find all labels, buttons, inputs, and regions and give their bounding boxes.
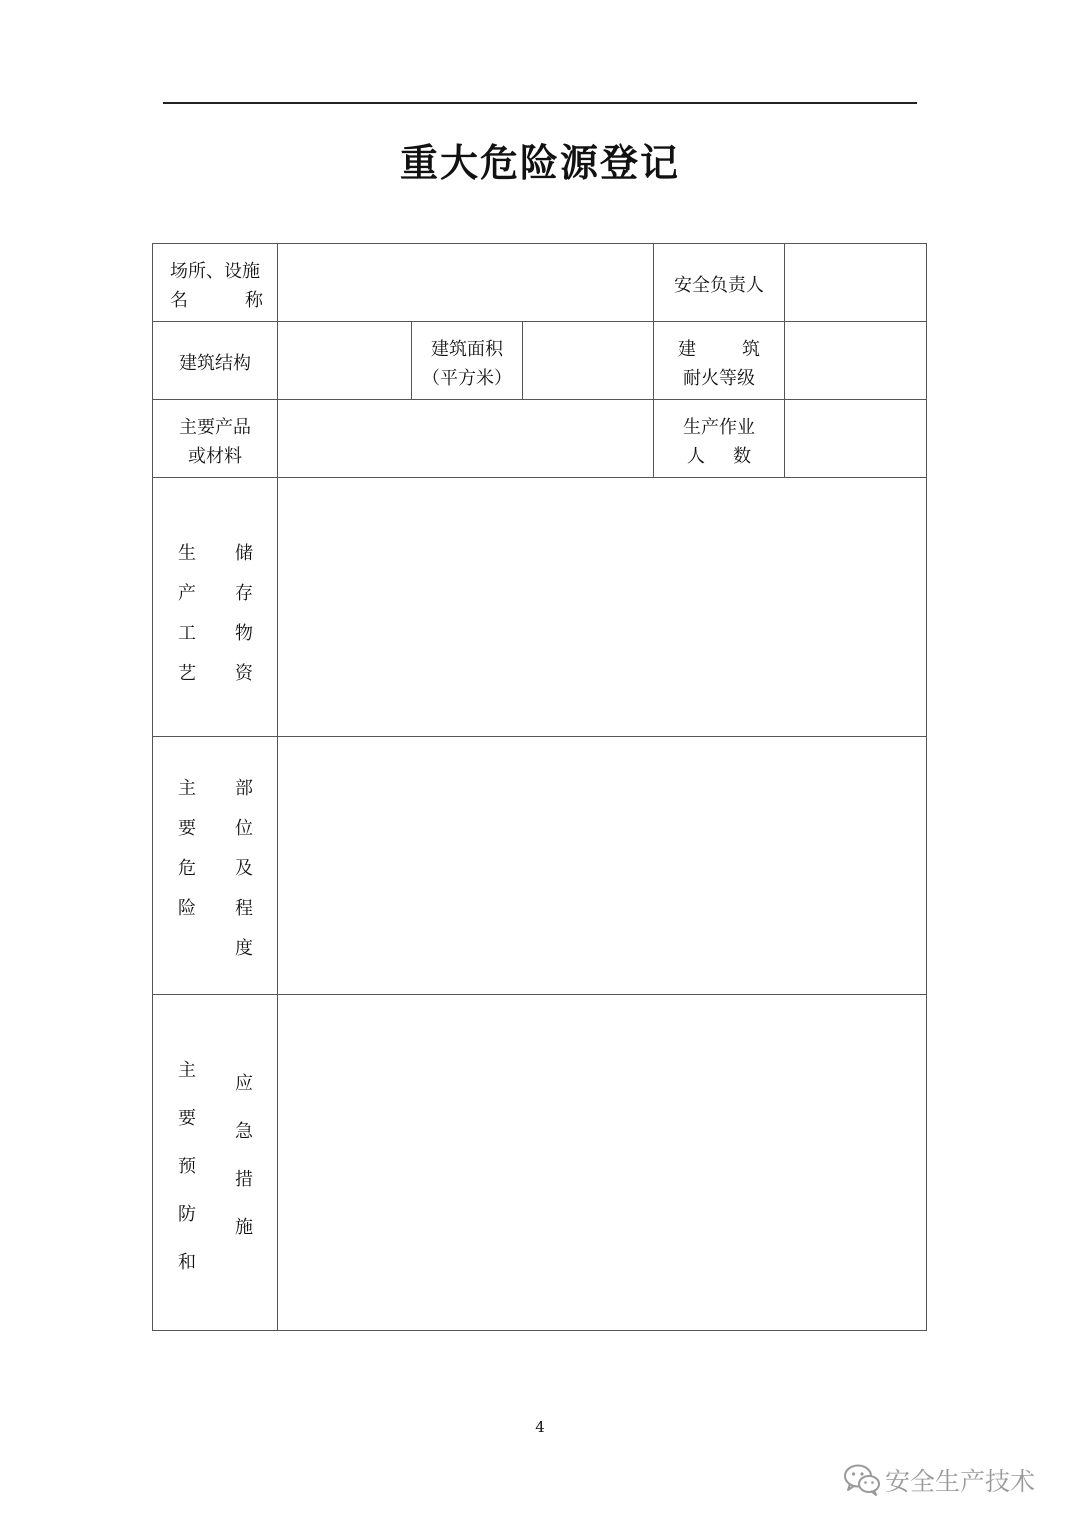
label-char: 危	[178, 858, 196, 879]
workers-label-char: 人	[687, 446, 705, 467]
label-char: 急	[235, 1121, 253, 1142]
label-char: 措	[235, 1169, 253, 1190]
header-rule	[163, 102, 917, 104]
venue-name-label-line1: 场所、设施	[170, 261, 260, 282]
label-char: 险	[178, 898, 196, 919]
label-char: 主	[178, 1060, 196, 1081]
label-char: 产	[178, 583, 196, 604]
building-structure-field[interactable]	[277, 321, 412, 400]
fire-rating-label-char: 建	[678, 339, 696, 360]
safety-officer-label: 安全负责人	[674, 275, 764, 296]
venue-name-label-char: 名	[170, 290, 188, 311]
danger-parts-label-right	[235, 774, 253, 960]
label-char: 要	[178, 818, 196, 839]
workers-label-line1: 生产作业	[683, 417, 755, 438]
venue-name-field[interactable]	[277, 243, 654, 322]
label-char: 施	[235, 1217, 253, 1238]
label-char: 度	[235, 938, 253, 959]
process-storage-label-cell	[152, 477, 278, 737]
prevention-label-right	[235, 1069, 253, 1239]
safety-officer-field[interactable]	[784, 243, 927, 322]
workers-label-line2	[687, 442, 751, 468]
page-number: 4	[535, 1418, 545, 1436]
safety-officer-label-cell	[653, 243, 785, 322]
label-char: 程	[235, 898, 253, 919]
building-structure-label-cell	[152, 321, 278, 400]
label-char: 工	[178, 623, 196, 644]
label-char: 物	[235, 623, 253, 644]
watermark	[843, 1462, 1035, 1498]
label-char: 及	[235, 858, 253, 879]
venue-name-label-line2	[170, 286, 263, 312]
prevention-field[interactable]	[277, 994, 927, 1331]
label-char: 和	[178, 1252, 196, 1273]
label-char: 艺	[178, 663, 196, 684]
building-area-field[interactable]	[522, 321, 654, 400]
prevention-label-left	[178, 1056, 196, 1274]
main-products-field[interactable]	[277, 399, 654, 478]
danger-parts-label-cell	[152, 736, 278, 995]
process-storage-field[interactable]	[277, 477, 927, 737]
fire-rating-label-line2: 耐火等级	[683, 368, 755, 389]
process-storage-label-left	[178, 539, 196, 685]
building-area-label-line1: 建筑面积	[431, 339, 503, 360]
workers-field[interactable]	[784, 399, 927, 478]
wechat-icon	[843, 1463, 881, 1497]
watermark-text: 安全生产技术	[885, 1467, 1036, 1496]
label-char: 生	[178, 543, 196, 564]
venue-name-label-char: 称	[245, 290, 263, 311]
prevention-label-cell	[152, 994, 278, 1331]
label-char: 位	[235, 818, 253, 839]
building-structure-label: 建筑结构	[179, 353, 251, 374]
building-area-label-line2: （平方米）	[422, 368, 512, 389]
label-char: 资	[235, 663, 253, 684]
workers-label-char: 数	[733, 446, 751, 467]
workers-label-cell	[653, 399, 785, 478]
label-char: 部	[235, 778, 253, 799]
fire-rating-label-cell	[653, 321, 785, 400]
label-char: 防	[178, 1204, 196, 1225]
danger-parts-field[interactable]	[277, 736, 927, 995]
main-products-label-line1: 主要产品	[179, 417, 251, 438]
fire-rating-label-char: 筑	[742, 339, 760, 360]
danger-parts-label-left	[178, 774, 196, 920]
main-products-label-line2: 或材料	[188, 446, 242, 467]
label-char: 预	[178, 1156, 196, 1177]
main-products-label-cell	[152, 399, 278, 478]
registration-form	[153, 244, 927, 1331]
label-char: 储	[235, 543, 253, 564]
label-char: 主	[178, 778, 196, 799]
page-title: 重大危险源登记	[399, 140, 680, 185]
process-storage-label-right	[235, 539, 253, 685]
label-char: 存	[235, 583, 253, 604]
fire-rating-field[interactable]	[784, 321, 927, 400]
building-area-label-cell	[411, 321, 523, 400]
label-char: 应	[235, 1073, 253, 1094]
label-char: 要	[178, 1108, 196, 1129]
fire-rating-label-line1	[678, 335, 760, 361]
venue-name-label-cell	[152, 243, 278, 322]
